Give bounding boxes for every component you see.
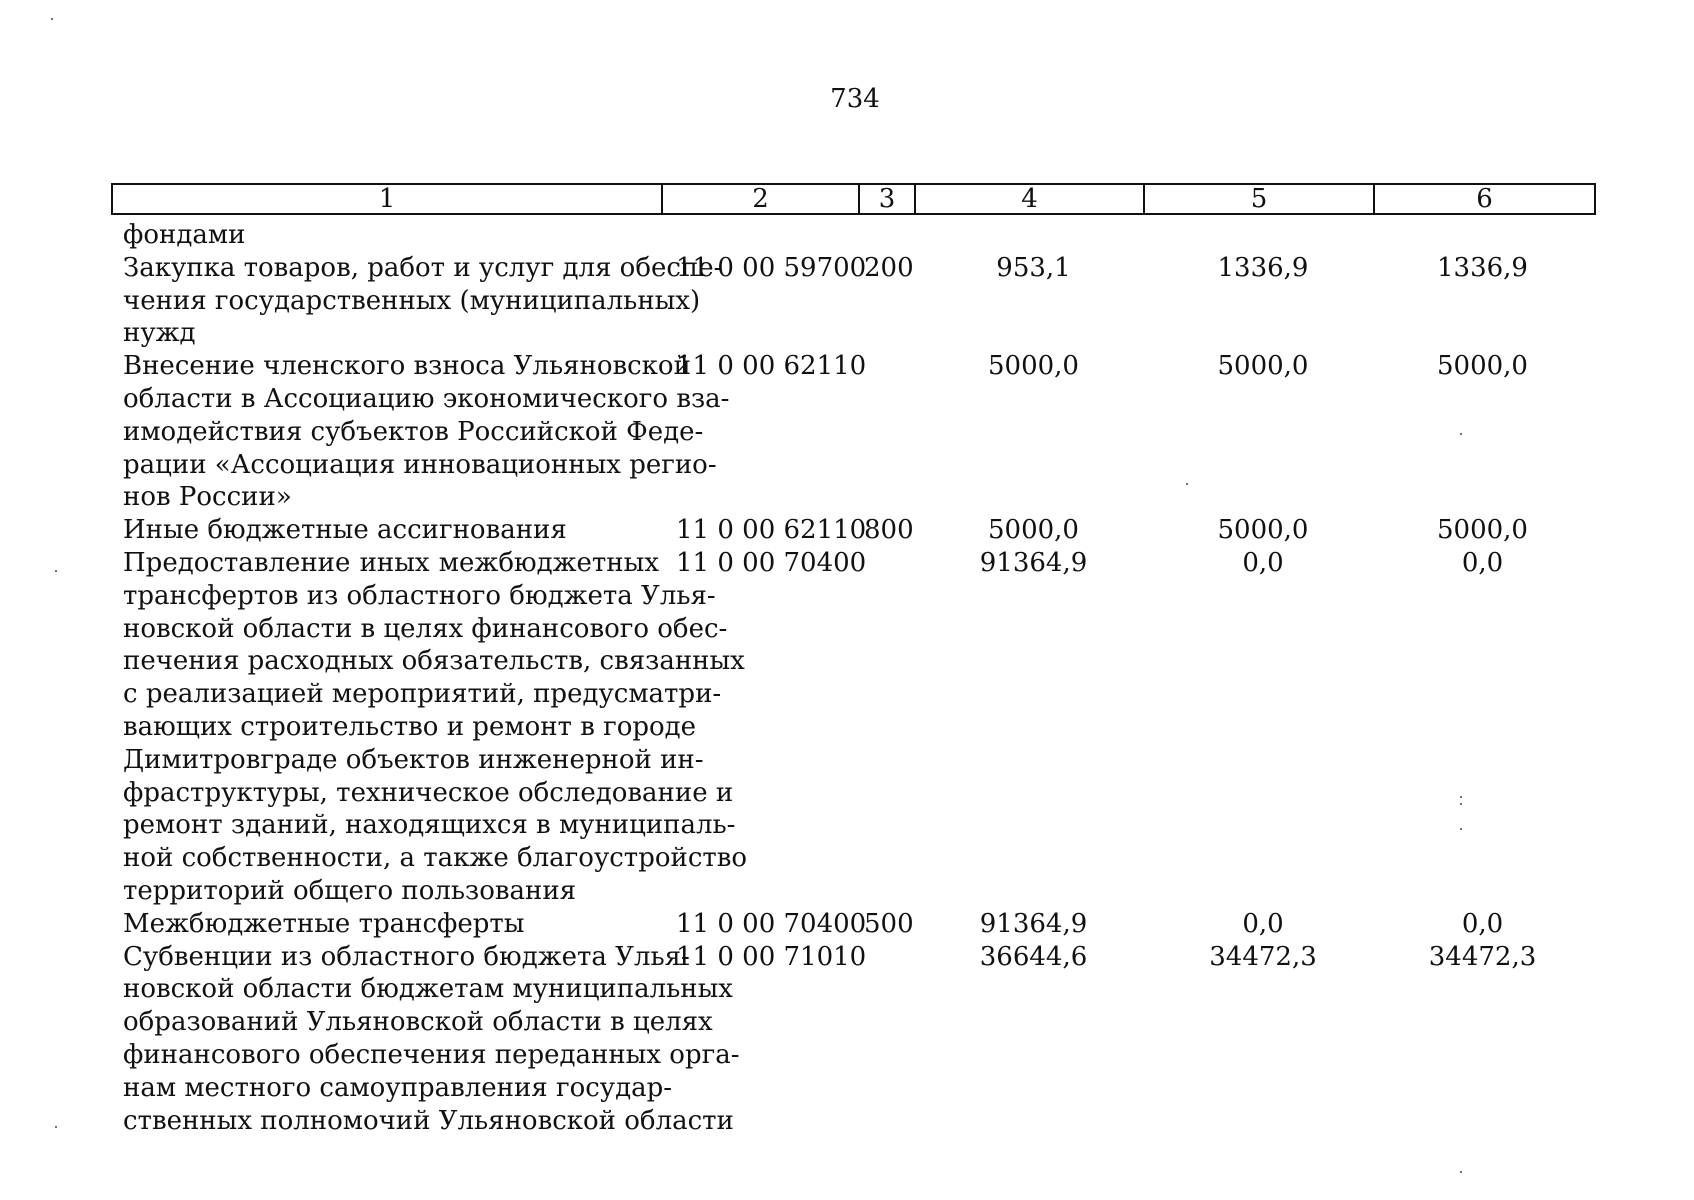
row-code: 11 0 00 71010 — [676, 941, 867, 972]
row-type: 500 — [864, 908, 914, 939]
row-value-4 — [914, 219, 1143, 252]
row-value-4: 953,1 — [996, 252, 1071, 283]
description-line: чения государственных (муниципальных) — [123, 285, 701, 316]
description-line: с реализацией мероприятий, предусматри- — [123, 679, 722, 710]
column-header-3: 3 — [860, 185, 916, 213]
column-header-1: 1 — [113, 185, 663, 213]
description-line: Субвенции из областного бюджета Улья- — [123, 941, 690, 972]
scan-speck — [55, 570, 57, 572]
description-line: ственных полномочий Ульяновской области — [123, 1105, 734, 1136]
row-value-4: 36644,6 — [979, 941, 1088, 972]
table-row — [111, 350, 1596, 514]
description-line: рации «Ассоциация инновационных регио- — [123, 449, 717, 480]
description-line: территорий общего пользования — [123, 875, 577, 906]
description-line: Внесение членского взноса Ульяновской — [123, 351, 691, 382]
row-description — [111, 219, 661, 252]
scan-speck — [1186, 483, 1188, 485]
row-value-6: 34472,3 — [1428, 941, 1537, 972]
row-code: 11 0 00 59700 — [676, 252, 867, 283]
row-value-6: 0,0 — [1461, 908, 1504, 939]
row-description — [111, 350, 730, 514]
row-value-6: 1336,9 — [1437, 252, 1528, 283]
row-description — [111, 514, 661, 547]
row-value-4: 5000,0 — [988, 351, 1079, 382]
row-value-5: 5000,0 — [1217, 351, 1309, 382]
description-line: Димитровграде объектов инженерной ин- — [123, 744, 704, 775]
row-value-5: 34472,3 — [1209, 941, 1317, 972]
description-line: ной собственности, а также благоустройство — [123, 843, 748, 874]
table-row — [111, 941, 1596, 1138]
scan-speck — [1460, 803, 1462, 805]
description-line: нов России» — [123, 482, 292, 513]
description-line: фраструктуры, техническое обследование и — [123, 777, 734, 808]
description-line: Закупка товаров, работ и услуг для обеспе- — [123, 252, 723, 283]
row-value-6: 0,0 — [1461, 547, 1504, 578]
row-type: 800 — [864, 515, 914, 546]
row-value-5: 1336,9 — [1217, 252, 1309, 283]
row-type — [858, 219, 914, 252]
description-line: вающих строительство и ремонт в городе — [123, 711, 697, 742]
scan-speck — [1460, 796, 1462, 798]
table-row — [111, 514, 1596, 547]
row-description — [111, 908, 661, 941]
description-line: новской области в целях финансового обес- — [123, 613, 728, 644]
row-description — [111, 941, 740, 1138]
row-value-5 — [1143, 219, 1373, 252]
row-code: 11 0 00 62110 — [676, 515, 867, 546]
description-line: финансового обеспечения переданных орга- — [123, 1039, 740, 1070]
description-line: Предоставление иных межбюджетных — [123, 547, 659, 578]
table-row — [111, 252, 1596, 350]
scan-speck — [1460, 828, 1462, 830]
row-value-6: 5000,0 — [1437, 351, 1528, 382]
table-row — [111, 547, 1596, 908]
table-row — [111, 908, 1596, 941]
row-code: 11 0 00 62110 — [676, 351, 867, 382]
row-type — [858, 941, 914, 1138]
description-line: нам местного самоуправления государ- — [123, 1072, 673, 1103]
table-body — [111, 219, 1596, 1137]
description-line: имодействия субъектов Российской Феде- — [123, 416, 704, 447]
scan-speck — [55, 1126, 57, 1128]
row-value-4: 5000,0 — [988, 515, 1079, 546]
row-value-4: 91364,9 — [979, 908, 1088, 939]
description-line: фондами — [123, 220, 246, 250]
description-line: ремонт зданий, находящихся в муниципаль- — [123, 810, 736, 841]
row-description — [111, 547, 748, 908]
description-line: области в Ассоциацию экономического вза- — [123, 383, 730, 414]
row-code: 11 0 00 70400 — [676, 547, 867, 578]
row-value-6 — [1373, 219, 1592, 252]
description-line: образований Ульяновской области в целях — [123, 1007, 713, 1038]
scan-speck — [1460, 433, 1462, 435]
row-type: 200 — [864, 252, 914, 283]
column-header-4: 4 — [916, 185, 1145, 213]
row-code — [661, 219, 858, 252]
row-value-5: 0,0 — [1242, 547, 1284, 578]
description-line: Межбюджетные трансферты — [123, 908, 525, 939]
row-description — [111, 252, 723, 350]
description-line: печения расходных обязательств, связанных — [123, 646, 745, 677]
row-value-5: 0,0 — [1242, 908, 1284, 939]
row-type — [858, 547, 914, 908]
column-header-6: 6 — [1476, 184, 1493, 214]
scan-speck — [51, 18, 53, 20]
scan-speck — [1460, 1171, 1462, 1173]
page-number: 734 — [830, 84, 880, 114]
table-row — [111, 219, 1596, 252]
row-value-5: 5000,0 — [1217, 515, 1309, 546]
description-line: трансфертов из областного бюджета Улья- — [123, 580, 716, 611]
row-value-4: 91364,9 — [979, 547, 1088, 578]
column-header-5: 5 — [1145, 185, 1375, 213]
row-type — [858, 350, 914, 514]
row-code: 11 0 00 70400 — [676, 908, 867, 939]
description-line: новской области бюджетам муниципальных — [123, 974, 733, 1005]
column-header-2: 2 — [663, 185, 860, 213]
description-line: Иные бюджетные ассигнования — [123, 515, 567, 546]
row-value-6: 5000,0 — [1437, 515, 1528, 546]
table-header — [111, 183, 1596, 215]
description-line: нужд — [123, 318, 196, 349]
